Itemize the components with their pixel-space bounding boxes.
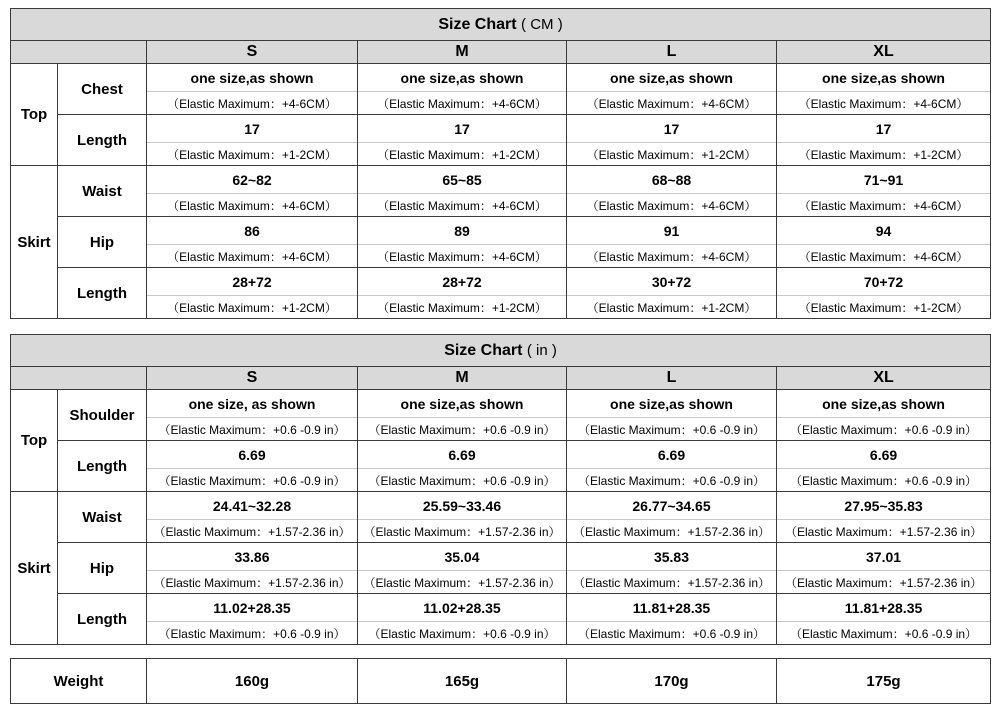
elastic-note: （Elastic Maximum：+0.6 -0.9 in） — [358, 469, 567, 492]
group-label: Skirt — [11, 166, 58, 319]
measure-value: one size,as shown — [358, 390, 567, 418]
measure-value: 11.81+28.35 — [567, 594, 777, 622]
measure-value: one size,as shown — [567, 390, 777, 418]
header-blank — [11, 41, 147, 64]
measure-label: Length — [58, 441, 147, 492]
elastic-note: （Elastic Maximum：+1-2CM） — [358, 143, 567, 166]
chart-unit: ( in ) — [526, 341, 557, 359]
elastic-note: （Elastic Maximum：+4-6CM） — [358, 245, 567, 268]
measure-value-row — [11, 217, 991, 245]
measure-value: one size,as shown — [777, 64, 991, 92]
measure-value: 11.81+28.35 — [777, 594, 991, 622]
measure-value: one size,as shown — [777, 390, 991, 418]
group-label: Top — [11, 64, 58, 166]
measure-value: 28+72 — [147, 268, 358, 296]
measure-label: Hip — [58, 217, 147, 268]
chart-unit: ( CM ) — [521, 15, 563, 33]
elastic-note: （Elastic Maximum：+1.57-2.36 in） — [147, 520, 358, 543]
weight-row — [11, 659, 991, 704]
measure-label: Length — [58, 594, 147, 645]
elastic-note: （Elastic Maximum：+0.6 -0.9 in） — [147, 418, 358, 441]
measure-label: Waist — [58, 492, 147, 543]
measure-value: 11.02+28.35 — [358, 594, 567, 622]
measure-value: 26.77~34.65 — [567, 492, 777, 520]
elastic-note: （Elastic Maximum：+1.57-2.36 in） — [358, 520, 567, 543]
measure-label: Shoulder — [58, 390, 147, 441]
measure-value: 6.69 — [147, 441, 358, 469]
elastic-note: （Elastic Maximum：+0.6 -0.9 in） — [147, 622, 358, 645]
measure-value-row — [11, 268, 991, 296]
measure-value-row — [11, 543, 991, 571]
measure-value: 17 — [147, 115, 358, 143]
elastic-note-row — [11, 245, 991, 268]
size-header: S — [147, 367, 358, 390]
elastic-note: （Elastic Maximum：+0.6 -0.9 in） — [777, 418, 991, 441]
measure-value: 62~82 — [147, 166, 358, 194]
measure-value: 17 — [567, 115, 777, 143]
elastic-note-row — [11, 520, 991, 543]
elastic-note-row — [11, 418, 991, 441]
elastic-note: （Elastic Maximum：+1-2CM） — [147, 143, 358, 166]
measure-value: 33.86 — [147, 543, 358, 571]
inch-body — [11, 390, 991, 645]
measure-value: 17 — [358, 115, 567, 143]
elastic-note: （Elastic Maximum：+1.57-2.36 in） — [777, 571, 991, 594]
measure-value: 35.83 — [567, 543, 777, 571]
measure-label: Length — [58, 115, 147, 166]
measure-label: Length — [58, 268, 147, 319]
measure-value: 30+72 — [567, 268, 777, 296]
measure-value: 89 — [358, 217, 567, 245]
measure-value: one size,as shown — [358, 64, 567, 92]
weight-label: Weight — [11, 659, 147, 704]
header-blank — [11, 367, 147, 390]
size-header-row — [11, 367, 991, 390]
size-header: S — [147, 41, 358, 64]
elastic-note: （Elastic Maximum：+1-2CM） — [567, 296, 777, 319]
measure-label: Chest — [58, 64, 147, 115]
elastic-note: （Elastic Maximum：+4-6CM） — [567, 245, 777, 268]
elastic-note: （Elastic Maximum：+4-6CM） — [777, 194, 991, 217]
elastic-note-row — [11, 92, 991, 115]
elastic-note: （Elastic Maximum：+1.57-2.36 in） — [147, 571, 358, 594]
elastic-note: （Elastic Maximum：+1-2CM） — [358, 296, 567, 319]
size-header: M — [358, 367, 567, 390]
measure-value-row — [11, 390, 991, 418]
elastic-note: （Elastic Maximum：+4-6CM） — [147, 194, 358, 217]
group-label: Skirt — [11, 492, 58, 645]
elastic-note: （Elastic Maximum：+0.6 -0.9 in） — [358, 622, 567, 645]
measure-value: 24.41~32.28 — [147, 492, 358, 520]
chart-title — [11, 9, 991, 41]
measure-value-row — [11, 115, 991, 143]
elastic-note: （Elastic Maximum：+0.6 -0.9 in） — [567, 418, 777, 441]
measure-value: 71~91 — [777, 166, 991, 194]
weight-value: 170g — [567, 659, 777, 704]
size-header: L — [567, 41, 777, 64]
elastic-note: （Elastic Maximum：+4-6CM） — [147, 92, 358, 115]
measure-value: 35.04 — [358, 543, 567, 571]
chart-title — [11, 335, 991, 367]
weight-value: 160g — [147, 659, 358, 704]
measure-value: 37.01 — [777, 543, 991, 571]
chart-title-text: Size Chart — [438, 15, 517, 33]
elastic-note: （Elastic Maximum：+0.6 -0.9 in） — [777, 622, 991, 645]
size-chart-inch — [10, 334, 991, 645]
measure-label: Waist — [58, 166, 147, 217]
elastic-note: （Elastic Maximum：+1.57-2.36 in） — [567, 520, 777, 543]
measure-value: 94 — [777, 217, 991, 245]
elastic-note: （Elastic Maximum：+4-6CM） — [567, 92, 777, 115]
elastic-note: （Elastic Maximum：+4-6CM） — [358, 92, 567, 115]
measure-value: 17 — [777, 115, 991, 143]
measure-value: 25.59~33.46 — [358, 492, 567, 520]
elastic-note: （Elastic Maximum：+1.57-2.36 in） — [777, 520, 991, 543]
size-header: XL — [777, 367, 991, 390]
elastic-note: （Elastic Maximum：+1.57-2.36 in） — [567, 571, 777, 594]
elastic-note: （Elastic Maximum：+1-2CM） — [567, 143, 777, 166]
elastic-note: （Elastic Maximum：+4-6CM） — [777, 245, 991, 268]
size-header: XL — [777, 41, 991, 64]
weight-value: 165g — [358, 659, 567, 704]
elastic-note: （Elastic Maximum：+1-2CM） — [777, 143, 991, 166]
measure-value: 6.69 — [567, 441, 777, 469]
elastic-note-row — [11, 143, 991, 166]
measure-value: 65~85 — [358, 166, 567, 194]
elastic-note: （Elastic Maximum：+4-6CM） — [358, 194, 567, 217]
measure-value-row — [11, 492, 991, 520]
measure-value: 6.69 — [358, 441, 567, 469]
elastic-note: （Elastic Maximum：+0.6 -0.9 in） — [567, 622, 777, 645]
elastic-note: （Elastic Maximum：+0.6 -0.9 in） — [777, 469, 991, 492]
measure-value: 28+72 — [358, 268, 567, 296]
measure-value: one size,as shown — [147, 64, 358, 92]
elastic-note-row — [11, 296, 991, 319]
elastic-note: （Elastic Maximum：+4-6CM） — [567, 194, 777, 217]
elastic-note: （Elastic Maximum：+4-6CM） — [777, 92, 991, 115]
elastic-note-row — [11, 622, 991, 645]
elastic-note: （Elastic Maximum：+0.6 -0.9 in） — [147, 469, 358, 492]
size-chart-cm — [10, 8, 991, 319]
measure-value: 27.95~35.83 — [777, 492, 991, 520]
measure-label: Hip — [58, 543, 147, 594]
measure-value-row — [11, 594, 991, 622]
elastic-note-row — [11, 571, 991, 594]
elastic-note: （Elastic Maximum：+1-2CM） — [777, 296, 991, 319]
elastic-note: （Elastic Maximum：+0.6 -0.9 in） — [358, 418, 567, 441]
measure-value: 68~88 — [567, 166, 777, 194]
size-header: M — [358, 41, 567, 64]
measure-value: 11.02+28.35 — [147, 594, 358, 622]
elastic-note: （Elastic Maximum：+0.6 -0.9 in） — [567, 469, 777, 492]
size-header: L — [567, 367, 777, 390]
measure-value: 70+72 — [777, 268, 991, 296]
chart-title-text: Size Chart — [444, 341, 523, 359]
elastic-note: （Elastic Maximum：+1.57-2.36 in） — [358, 571, 567, 594]
group-label: Top — [11, 390, 58, 492]
measure-value-row — [11, 64, 991, 92]
size-header-row — [11, 41, 991, 64]
measure-value: one size,as shown — [567, 64, 777, 92]
measure-value: 6.69 — [777, 441, 991, 469]
measure-value: one size, as shown — [147, 390, 358, 418]
cm-body — [11, 64, 991, 319]
measure-value-row — [11, 166, 991, 194]
elastic-note: （Elastic Maximum：+4-6CM） — [147, 245, 358, 268]
measure-value: 91 — [567, 217, 777, 245]
elastic-note-row — [11, 469, 991, 492]
weight-table — [10, 658, 991, 704]
measure-value: 86 — [147, 217, 358, 245]
weight-value: 175g — [777, 659, 991, 704]
elastic-note-row — [11, 194, 991, 217]
elastic-note: （Elastic Maximum：+1-2CM） — [147, 296, 358, 319]
measure-value-row — [11, 441, 991, 469]
